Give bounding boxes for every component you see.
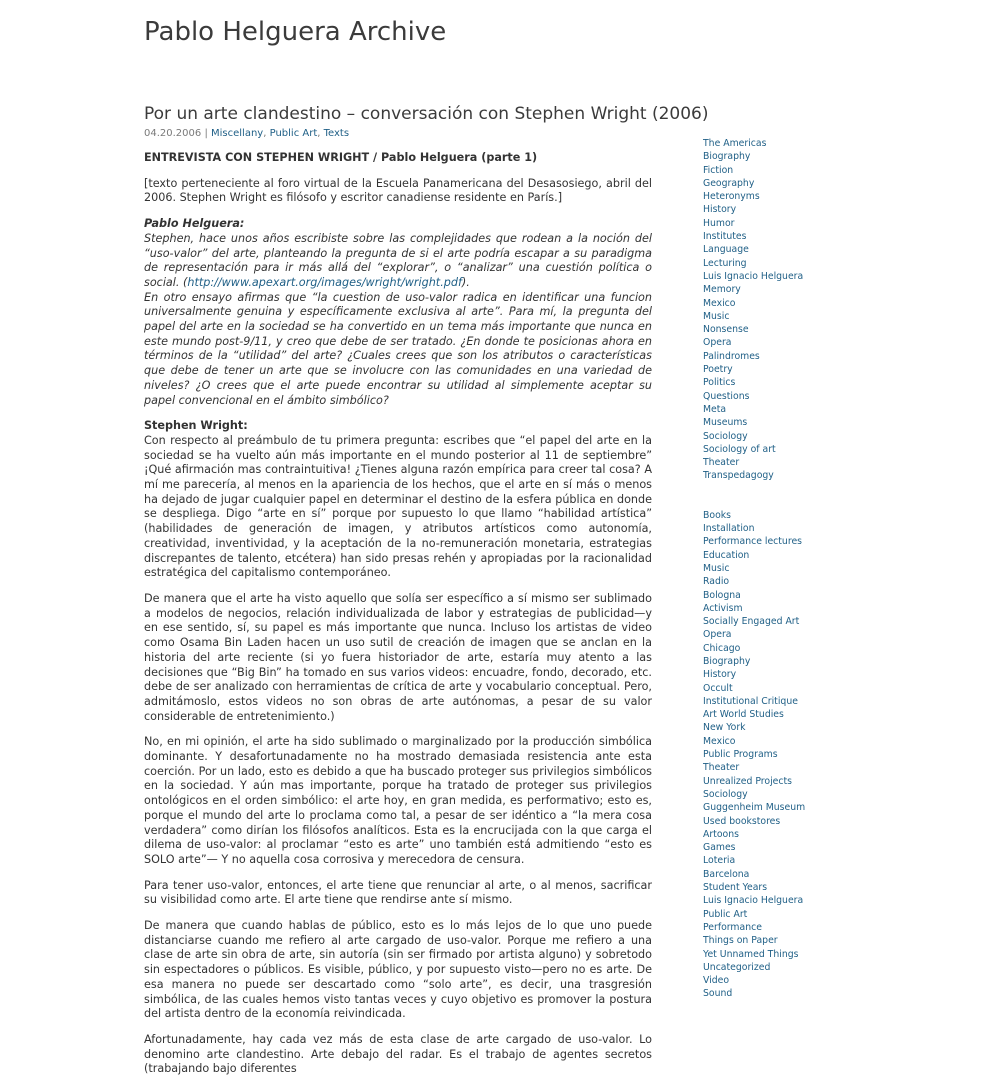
sidebar-link-poetry[interactable]: Poetry [703,364,733,376]
sidebar-link-student-years[interactable]: Student Years [703,882,768,894]
sidebar-link-heteronyms[interactable]: Heteronyms [703,191,760,203]
sidebar-link-yet-unnamed-things[interactable]: Yet Unnamed Things [703,948,799,960]
sidebar-list-topics [703,137,903,483]
sidebar-link-things-on-paper[interactable]: Things on Paper [703,935,778,947]
sidebar-link-sociology-of-art[interactable]: Sociology of art [703,443,776,455]
sidebar-link-sound[interactable]: Sound [703,988,733,1000]
sidebar-link-uncategorized[interactable]: Uncategorized [703,961,771,973]
post-content [144,151,652,1077]
sidebar-link-theater[interactable]: Theater [703,457,740,469]
question-paragraph [144,217,652,408]
sidebar-link-mexico[interactable]: Mexico [703,297,736,309]
sidebar-link-lecturing[interactable]: Lecturing [703,257,747,269]
sidebar-link-the-americas[interactable]: The Americas [703,138,767,149]
sidebar-link-transpedagogy[interactable]: Transpedagogy [703,470,774,482]
sidebar-link-radio[interactable]: Radio [703,576,730,588]
sidebar-link-games[interactable]: Games [703,842,736,854]
sidebar-link-mexico[interactable]: Mexico [703,735,736,747]
sidebar-link-luis-ignacio-helguera[interactable]: Luis Ignacio Helguera [703,895,804,907]
sidebar-link-public-art[interactable]: Public Art [703,908,748,920]
sidebar-link-opera[interactable]: Opera [703,629,732,641]
meta-separator: | [204,128,208,139]
answer-paragraph [144,419,652,581]
sidebar-link-performance-lectures[interactable]: Performance lectures [703,536,803,548]
sidebar-link-institutional-critique[interactable]: Institutional Critique [703,695,798,707]
sidebar-link-sociology[interactable]: Sociology [703,788,748,800]
sidebar-link-guggenheim-museum[interactable]: Guggenheim Museum [703,802,806,814]
sidebar-link-music[interactable]: Music [703,310,730,322]
answer-paragraph: Para tener uso-valor, entonces, el arte tiene que renunciar al arte, o al menos, sacrificar su visibilidad como arte. El arte tiene que rendirse ante sí mismo. [144,878,652,907]
sidebar-link-activism[interactable]: Activism [703,602,743,614]
sidebar-link-palindromes[interactable]: Palindromes [703,350,760,362]
sidebar-link-institutes[interactable]: Institutes [703,231,747,243]
sidebar-link-meta[interactable]: Meta [703,403,727,415]
category-link-texts[interactable]: Texts [323,128,350,139]
sidebar-link-sociology[interactable]: Sociology [703,430,748,442]
sidebar [703,137,903,1001]
sidebar-link-language[interactable]: Language [703,244,749,256]
sidebar-link-history[interactable]: History [703,669,737,681]
sidebar-link-artoons[interactable]: Artoons [703,828,739,840]
sidebar-link-unrealized-projects[interactable]: Unrealized Projects [703,775,793,787]
sidebar-link-music[interactable]: Music [703,562,730,574]
question-text-end: ). [461,275,470,289]
sidebar-link-occult[interactable]: Occult [703,682,733,694]
sidebar-link-fiction[interactable]: Fiction [703,164,734,176]
post-title[interactable]: Por un arte clandestino – conversación con Stephen Wright (2006) [144,104,709,124]
sidebar-link-geography[interactable]: Geography [703,177,755,189]
sidebar-link-socially-engaged-art[interactable]: Socially Engaged Art [703,616,800,628]
sidebar-link-history[interactable]: History [703,204,737,216]
sidebar-link-new-york[interactable]: New York [703,722,746,734]
sidebar-link-questions[interactable]: Questions [703,390,750,402]
apexart-link[interactable]: http://www.apexart.org/images/wright/wright.pdf [187,275,462,289]
category-link-public-art[interactable]: Public Art [269,128,318,139]
sidebar-link-opera[interactable]: Opera [703,337,732,349]
question-text-2: En otro ensayo afirmas que “la cuestion de uso-valor radica en identificar una funcion universalmente genuina y específicamente exclusiva al arte”. Para mí, la pregunta del papel del arte en la sociedad se ha convertido en un tema más importante que nunca en este mundo post-9/11, y creo que debe de ser tratado. ¿En donde te posicionas ahora en términos de la “utilidad” del arte? ¿Cuales crees que son los atributos o características que debe de tener un arte que se involucre con las comunidades en una variedad de niveles? ¿O crees que el arte puede encontrar su utilidad al simplemente aceptar su papel convencional en el ámbito simbólico? [144,290,652,407]
sidebar-link-education[interactable]: Education [703,549,750,561]
sidebar-link-memory[interactable]: Memory [703,284,741,296]
post [144,104,709,1088]
question-text: Stephen, hace unos años escribiste sobre las complejidades que rodean a la noción del “uso-valor” del arte, planteando la pregunta de si el arte podría escapar a su paradigma de representación para ir más allá del “explorar”, o “analizar” una cuestión política o social. ( [144,231,652,289]
site-title[interactable]: Pablo Helguera Archive [144,17,447,47]
sidebar-link-barcelona[interactable]: Barcelona [703,868,750,880]
answer-paragraph: De manera que cuando hablas de público, esto es lo más lejos de lo que uno puede distanciarse cuando me refiero al arte cargado de uso-valor. Porque me refiero a una clase de arte sin obra de arte, sin autoría (sin ser firmado por artista alguno) y sobretodo sin espectadores o públicos. Es visible, público, y por supuesto visto—pero no es arte. De esa manera no puede ser descartado como “solo arte”, es decir, una trasgresión simbólica, de las cuales hemos visto tantas veces y cuyo objetivo es promover la postura del artista dentro de la economía reivindicada. [144,919,652,1021]
speaker-label: Stephen Wright: [144,419,248,433]
sidebar-link-nonsense[interactable]: Nonsense [703,324,749,336]
sidebar-link-installation[interactable]: Installation [703,523,755,535]
sidebar-link-performance[interactable]: Performance [703,921,762,933]
answer-text: Con respecto al preámbulo de tu primera pregunta: escribes que “el papel del arte en la sociedad se ha vuelto aún más importante en el mundo posterior al 11 de septiembre” ¡Qué afirmación mas contraintuitiva! ¿Tienes alguna razón empírica para creer tal cosa? A mí me parecería, al menos en la apariencia de los hechos, que el arte en sí más o menos ha dejado de jugar cualquier papel en determinar el destino de la esfera pública en donde se despliega. Digo “arte en sí” porque por supuesto lo que llamo “habilidad artística” (habilidades de generación de imagen, y atributos artísticos como autonomía, creatividad, inventividad, y la aceptación de la no-remuneración monetaria, estrategias discrepantes de talento, etcétera) han sido presas rehén y apropiadas por la racionalidad estratégica del capitalismo contemporáneo. [144,433,652,580]
sidebar-list-categories [703,509,903,1001]
sidebar-link-used-bookstores[interactable]: Used bookstores [703,815,781,827]
sidebar-link-bologna[interactable]: Bologna [703,589,741,601]
sidebar-link-public-programs[interactable]: Public Programs [703,749,778,761]
sidebar-link-books[interactable]: Books [703,509,731,521]
sidebar-link-humor[interactable]: Humor [703,217,735,229]
sidebar-link-biography[interactable]: Biography [703,655,751,667]
sidebar-link-biography[interactable]: Biography [703,151,751,163]
post-intro: [texto perteneciente al foro virtual de la Escuela Panamericana del Desasosiego, abril del 2006. Stephen Wright es filósofo y escritor canadiense residente en París.] [144,176,652,205]
answer-paragraph: De manera que el arte ha visto aquello que solía ser específico a sí mismo ser sublimado a modelos de negocios, relación individualizada de labor y estrategias de publicidad—y en ese sentido, sí, su papel es más importante que nunca. Incluso los artistas de video como Osama Bin Laden hacen un uso sutil de creación de imagen que se anclan en la historia del arte reciente (si yo fuera historiador de arte, estaría muy atento a las decisiones que “Big Bin” ha tomado en sus varios videos: encuadre, fondo, decorado, etc. debe de ser analizado con herramientas de crítica de arte y vocabulario conceptual. Pero, admitámoslo, estos videos no son obras de arte autónomas, a pesar de su valor considerable de entretenimiento.) [144,591,652,723]
sidebar-link-theater[interactable]: Theater [703,762,740,774]
sidebar-link-politics[interactable]: Politics [703,377,736,389]
speaker-label: Pablo Helguera: [144,217,245,231]
sidebar-link-video[interactable]: Video [703,975,730,987]
sidebar-link-chicago[interactable]: Chicago [703,642,741,654]
category-link-miscellany[interactable]: Miscellany [211,128,264,139]
post-meta: 04.20.2006 | Miscellany, Public Art, Texts [144,128,350,139]
sidebar-link-museums[interactable]: Museums [703,417,748,429]
post-heading: ENTREVISTA CON STEPHEN WRIGHT / Pablo Helguera (parte 1) [144,151,538,164]
sidebar-link-luis-ignacio-helguera[interactable]: Luis Ignacio Helguera [703,270,804,282]
sidebar-link-loteria[interactable]: Loteria [703,855,736,867]
answer-paragraph: Afortunadamente, hay cada vez más de esta clase de arte cargado de uso-valor. Lo denomino arte clandestino. Arte debajo del radar. Es el trabajo de agentes secretos (trabajando bajo diferentes [144,1032,652,1076]
answer-paragraph: No, en mi opinión, el arte ha sido sublimado o marginalizado por la producción simbólica dominante. Y desafortunadamente no ha mostrado demasiada resistencia ante esta coerción. Por un lado, esto es debido a que ha buscado proteger sus privilegios simbólicos en la sociedad. Y aún mas importante, porque ha tratado de proteger sus privilegios ontológicos en el orden simbólico: el arte hoy, en gran medida, es performativo; esto es, porque el mundo del arte lo proclama como tal, a pesar de ser idéntico a “la mera cosa verdadera” como dirían los filósofos analíticos. Esta es la encrucijada con la que carga el dilema de uso-valor: al proclamar “esto es arte” uno también está admitiendo “esto es SOLO arte”— Y no aquella cosa corrosiva y merecedora de censura. [144,735,652,866]
sidebar-link-art-world-studies[interactable]: Art World Studies [703,709,784,721]
post-date: 04.20.2006 [144,128,202,139]
